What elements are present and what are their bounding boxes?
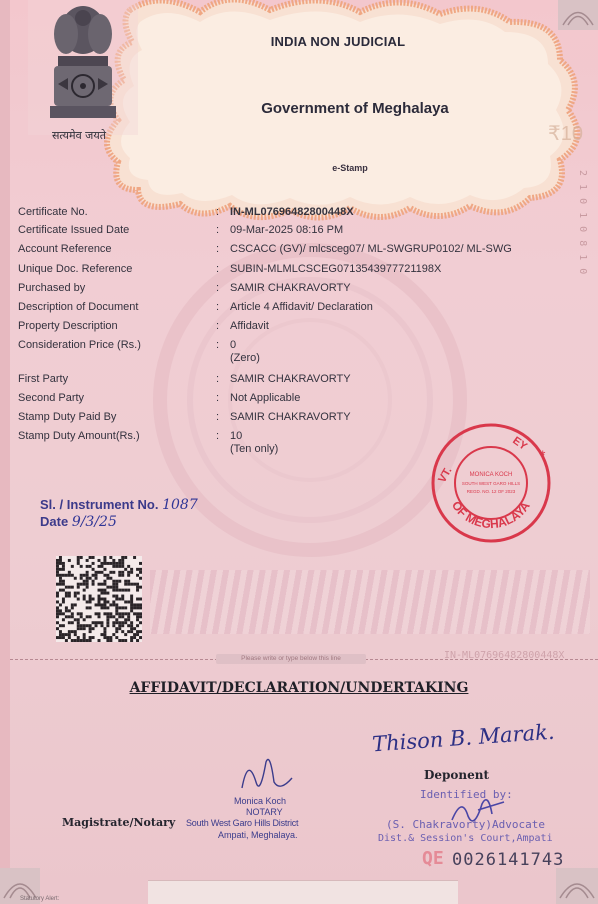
affidavit-title xyxy=(0,680,598,696)
detail-separator: : xyxy=(216,320,220,332)
detail-label: Unique Doc. Reference xyxy=(18,263,133,275)
advocate-name: (S. Chakravorty)Advocate xyxy=(386,818,545,831)
detail-value-line: 0 xyxy=(230,339,237,351)
instrument-number-line xyxy=(40,497,198,513)
detail-label: Certificate No. xyxy=(18,206,88,218)
seal-bottom-text: OF MEGHALAYA xyxy=(448,498,533,532)
seal-line2: SOUTH WEST GARO HILLS xyxy=(461,481,521,486)
detail-value: 09-Mar-2025 08:16 PM xyxy=(230,224,344,236)
seal-top-text: EY xyxy=(510,434,530,453)
notary-name: Monica Koch xyxy=(234,796,287,806)
detail-value: SAMIR CHAKRAVORTY xyxy=(230,282,351,294)
detail-label: Stamp Duty Amount(Rs.) xyxy=(18,430,140,442)
stamp-serial-number: 0026141743 xyxy=(452,850,565,870)
bottom-strip xyxy=(148,880,458,904)
corner-guilloche-icon xyxy=(558,0,598,30)
detail-separator: : xyxy=(216,282,220,294)
detail-separator: : xyxy=(216,430,220,442)
detail-value: IN-ML07696482800448X xyxy=(230,206,354,218)
detail-value: SAMIR CHAKRAVORTY xyxy=(230,411,351,423)
deponent-label: Deponent xyxy=(424,768,490,782)
detail-label: Stamp Duty Paid By xyxy=(18,411,117,423)
qr-code xyxy=(56,556,142,642)
detail-separator: : xyxy=(216,263,220,275)
security-band xyxy=(150,570,590,634)
deponent-signature: Thison B. Marak. xyxy=(371,719,556,757)
qe-mark: QE xyxy=(422,848,444,869)
instrument-date-line xyxy=(40,514,117,530)
estamp-label: e-Stamp xyxy=(332,163,368,173)
detail-value xyxy=(230,339,578,365)
detail-label: First Party xyxy=(18,373,69,385)
detail-separator: : xyxy=(216,392,220,404)
detail-separator: : xyxy=(216,339,220,351)
svg-text:OF MEGHALAYA xyxy=(449,499,533,532)
detail-value: Not Applicable xyxy=(230,392,301,404)
instrument-number: 1087 xyxy=(162,497,198,513)
detail-separator: : xyxy=(216,373,220,385)
header-title: INDIA NON JUDICIAL xyxy=(270,34,406,49)
ghost-certificate-id: IN-ML07696482800448X xyxy=(444,650,565,661)
detail-separator: : xyxy=(216,206,220,218)
detail-separator: : xyxy=(216,301,220,313)
advocate-court: Dist.& Session's Court,Ampati xyxy=(378,833,553,844)
emblem-motto: सत्यमेव जयते xyxy=(51,129,106,142)
national-emblem-icon xyxy=(28,0,138,135)
detail-value-words: (Zero) xyxy=(230,352,260,364)
instrument-date-label: Date xyxy=(40,514,69,529)
detail-value: SAMIR CHAKRAVORTY xyxy=(230,373,351,385)
seal-star-icon: * xyxy=(540,447,546,463)
notary-title: NOTARY xyxy=(246,807,283,817)
detail-value: CSCACC (GV)/ mlcsceg07/ ML-SWGRUP0102/ ML-SWG xyxy=(230,243,512,255)
detail-value-line: 10 xyxy=(230,430,243,442)
detail-label: Purchased by xyxy=(18,282,86,294)
government-title: Government of Meghalaya xyxy=(261,100,449,117)
statutory-alert: Statutory Alert: xyxy=(20,896,60,902)
notary-district: South West Garo Hills District xyxy=(186,818,299,828)
detail-label: Consideration Price (Rs.) xyxy=(18,339,141,351)
detail-label: Account Reference xyxy=(18,243,112,255)
notary-place: Ampati, Meghalaya. xyxy=(218,830,298,840)
seal-name: MONICA KOCH xyxy=(469,472,513,478)
detail-separator: : xyxy=(216,224,220,236)
seal-line3: REGD. NO. 12 OF 2023 xyxy=(466,489,516,494)
detail-value-words: (Ten only) xyxy=(230,443,279,455)
detail-label: Description of Document xyxy=(18,301,139,313)
identified-by-label: Identified by: xyxy=(420,788,513,801)
write-below-note: Please write or type below this line xyxy=(216,654,366,664)
detail-label: Certificate Issued Date xyxy=(18,224,130,236)
detail-label: Property Description xyxy=(18,320,118,332)
instrument-date: 9/3/25 xyxy=(71,514,117,530)
svg-text:₹10: ₹10 xyxy=(548,123,583,145)
instrument-label: Sl. / Instrument No. xyxy=(40,497,159,512)
notary-signature-icon xyxy=(232,752,302,802)
detail-separator: : xyxy=(216,411,220,423)
magistrate-label: Magistrate/Notary xyxy=(62,816,176,829)
right-side-serial: 2 1 0 1 0 8 1 0 xyxy=(577,170,588,276)
corner-guilloche-icon xyxy=(556,868,598,904)
detail-value: Affidavit xyxy=(230,320,269,332)
seal-left-text: VT. xyxy=(436,465,455,485)
affidavit-title-text: AFFIDAVIT/DECLARATION/UNDERTAKING xyxy=(129,680,469,696)
detail-label: Second Party xyxy=(18,392,85,404)
detail-value: SUBIN-MLMLCSCEG0713543977721198X xyxy=(230,263,442,275)
detail-value: Article 4 Affidavit/ Declaration xyxy=(230,301,373,313)
detail-separator: : xyxy=(216,243,220,255)
official-seal xyxy=(428,420,554,546)
